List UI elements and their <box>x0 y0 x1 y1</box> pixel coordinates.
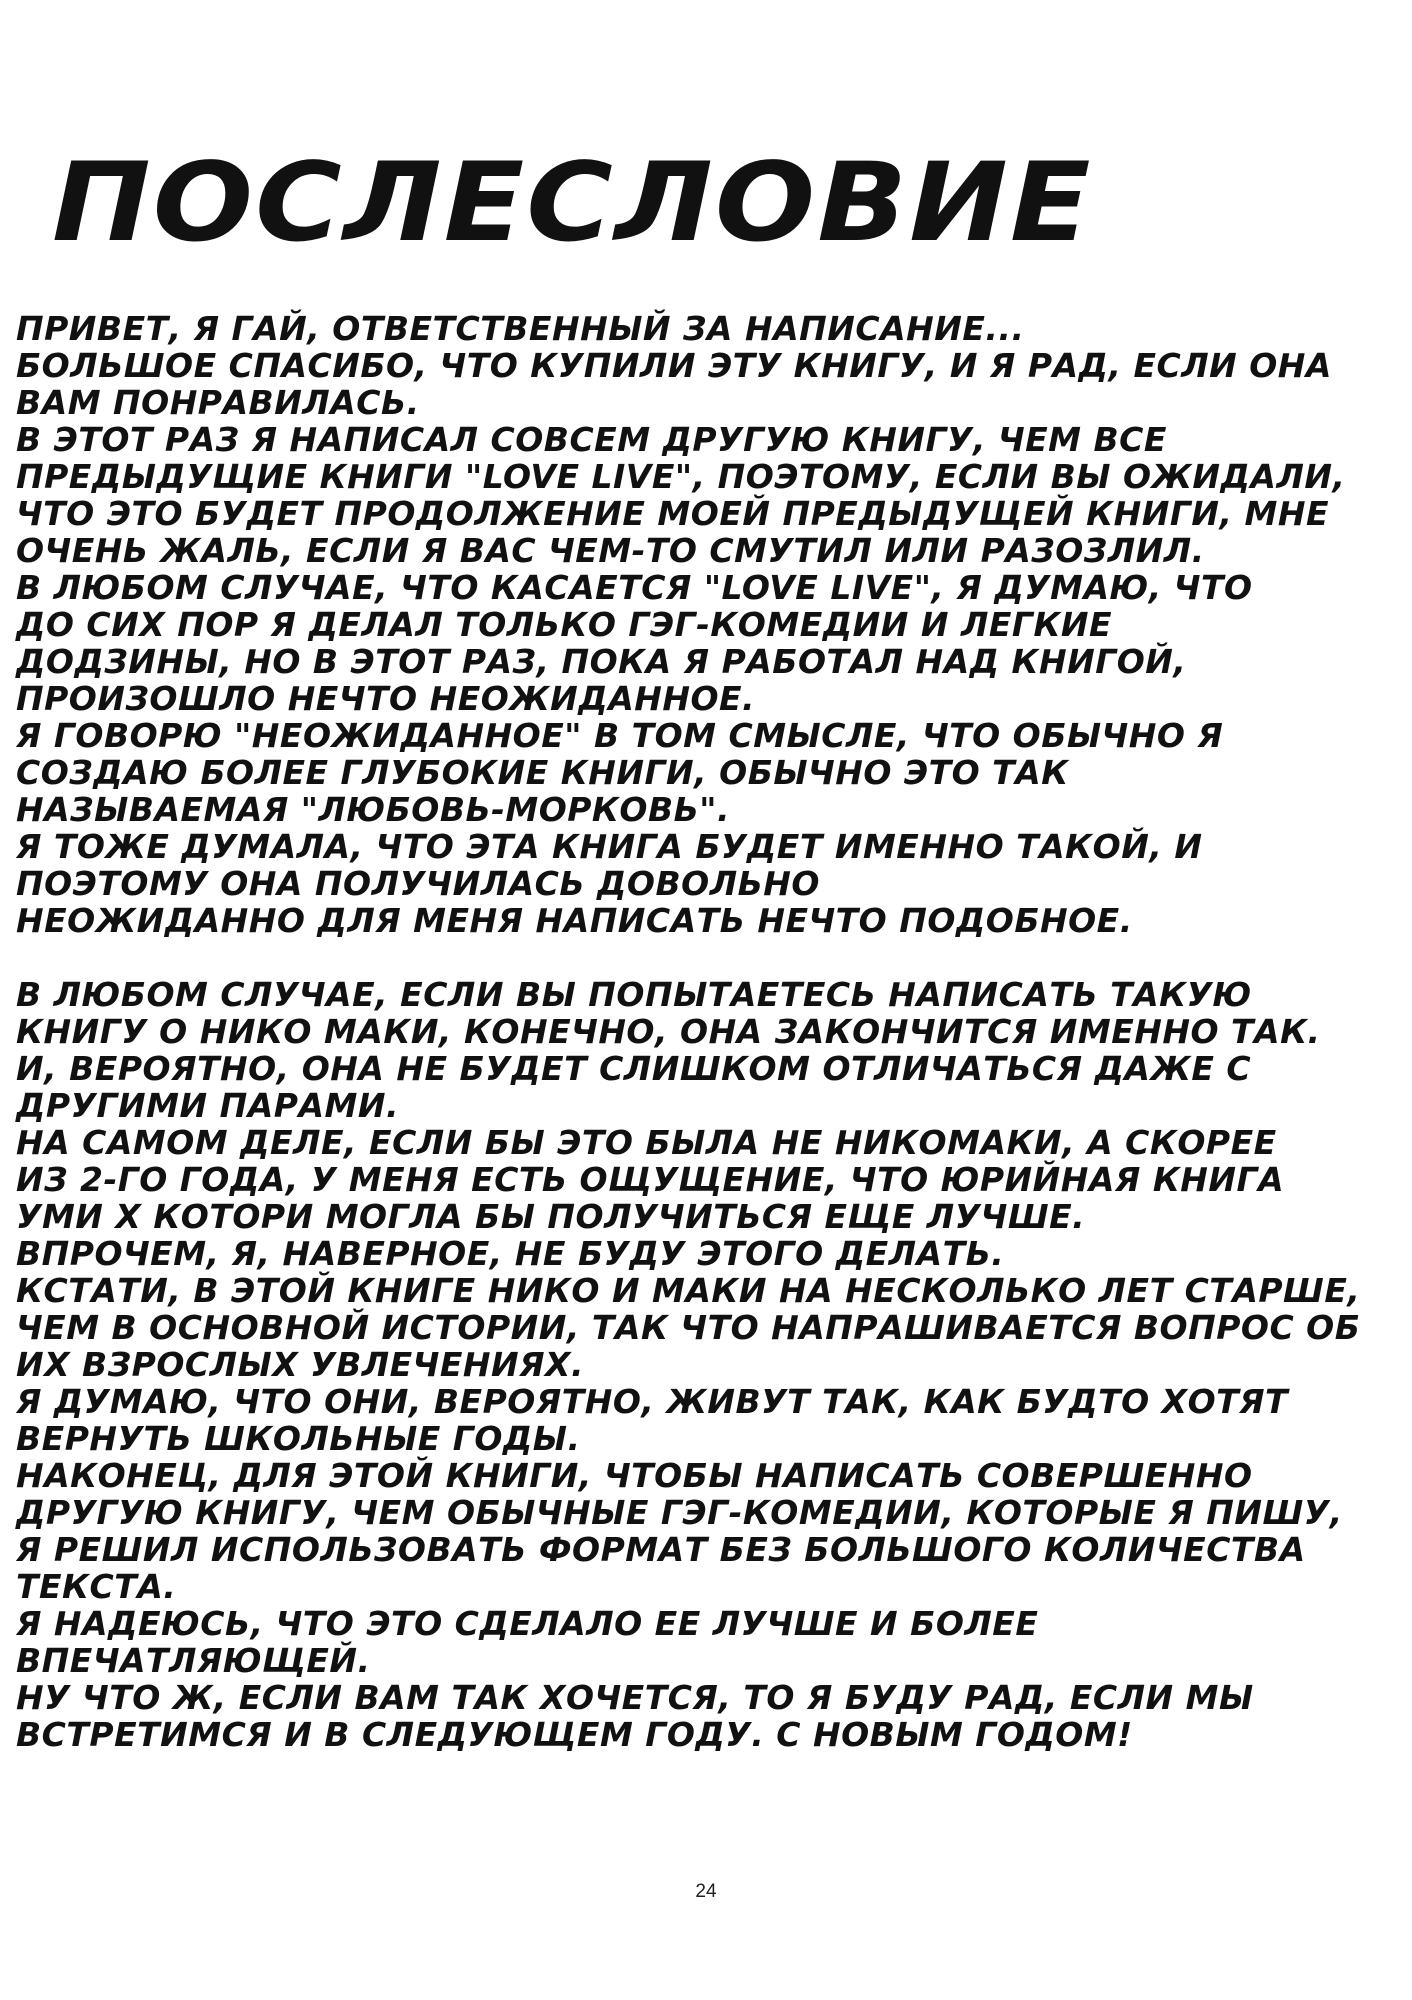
text-line: ОЧЕНЬ ЖАЛЬ, ЕСЛИ Я ВАС ЧЕМ-ТО СМУТИЛ ИЛИ РАЗОЗЛИЛ. <box>16 531 1205 570</box>
text-line: ВПРОЧЕМ, Я, НАВЕРНОЕ, НЕ БУДУ ЭТОГО ДЕЛАТЬ. <box>16 1234 1005 1273</box>
afterword-body <box>16 310 1396 1753</box>
text-line: КНИГУ О НИКО МАКИ, КОНЕЧНО, ОНА ЗАКОНЧИТСЯ ИМЕННО ТАК. <box>16 1012 1321 1051</box>
text-line: НУ ЧТО Ж, ЕСЛИ ВАМ ТАК ХОЧЕТСЯ, ТО Я БУДУ РАД, ЕСЛИ МЫ <box>16 1678 1254 1717</box>
text-line: Я ТОЖЕ ДУМАЛА, ЧТО ЭТА КНИГА БУДЕТ ИМЕННО ТАКОЙ, И <box>16 827 1203 866</box>
text-line: ТЕКСТА. <box>16 1567 177 1606</box>
text-line: ДРУГУЮ КНИГУ, ЧЕМ ОБЫЧНЫЕ ГЭГ-КОМЕДИИ, КОТОРЫЕ Я ПИШУ, <box>16 1493 1343 1532</box>
text-line: ДОДЗИНЫ, НО В ЭТОТ РАЗ, ПОКА Я РАБОТАЛ НАД КНИГОЙ, <box>16 642 1187 681</box>
text-line: ЧЕМ В ОСНОВНОЙ ИСТОРИИ, ТАК ЧТО НАПРАШИВАЕТСЯ ВОПРОС ОБ <box>16 1308 1361 1347</box>
text-line: ДО СИХ ПОР Я ДЕЛАЛ ТОЛЬКО ГЭГ-КОМЕДИИ И ЛЕГКИЕ <box>16 605 1113 644</box>
text-line: БОЛЬШОЕ СПАСИБО, ЧТО КУПИЛИ ЭТУ КНИГУ, И Я РАД, ЕСЛИ ОНА <box>16 346 1332 385</box>
paragraph-1 <box>16 310 1396 939</box>
text-line: ПРОИЗОШЛО НЕЧТО НЕОЖИДАННОЕ. <box>16 679 756 718</box>
text-line: ВСТРЕТИМСЯ И В СЛЕДУЮЩЕМ ГОДУ. С НОВЫМ ГОДОМ! <box>16 1715 1133 1754</box>
text-line: В ЭТОТ РАЗ Я НАПИСАЛ СОВСЕМ ДРУГУЮ КНИГУ, ЧЕМ ВСЕ <box>16 420 1167 459</box>
text-line: Я ДУМАЮ, ЧТО ОНИ, ВЕРОЯТНО, ЖИВУТ ТАК, КАК БУДТО ХОТЯТ <box>16 1382 1289 1421</box>
text-line: ЧТО ЭТО БУДЕТ ПРОДОЛЖЕНИЕ МОЕЙ ПРЕДЫДУЩЕЙ КНИГИ, МНЕ <box>16 494 1330 533</box>
text-line: ПРИВЕТ, Я ГАЙ, ОТВЕТСТВЕННЫЙ ЗА НАПИСАНИЕ... <box>16 309 1025 348</box>
paragraph-2 <box>16 976 1396 1753</box>
text-line: УМИ Х КОТОРИ МОГЛА БЫ ПОЛУЧИТЬСЯ ЕЩЕ ЛУЧШЕ. <box>16 1197 1086 1236</box>
text-line: ПРЕДЫДУЩИЕ КНИГИ "LOVE LIVE", ПОЭТОМУ, ЕСЛИ ВЫ ОЖИДАЛИ, <box>16 457 1346 496</box>
text-line: И, ВЕРОЯТНО, ОНА НЕ БУДЕТ СЛИШКОМ ОТЛИЧАТЬСЯ ДАЖЕ С <box>16 1049 1252 1088</box>
text-line: ВЕРНУТЬ ШКОЛЬНЫЕ ГОДЫ. <box>16 1419 581 1458</box>
text-line: ДРУГИМИ ПАРАМИ. <box>16 1086 399 1125</box>
text-line: Я НАДЕЮСЬ, ЧТО ЭТО СДЕЛАЛО ЕЕ ЛУЧШЕ И БОЛЕЕ <box>16 1604 1039 1643</box>
text-line: НАЗЫВАЕМАЯ "ЛЮБОВЬ-МОРКОВЬ". <box>16 790 730 829</box>
text-line: В ЛЮБОМ СЛУЧАЕ, ЧТО КАСАЕТСЯ "LOVE LIVE", Я ДУМАЮ, ЧТО <box>16 568 1253 607</box>
text-line: Я ГОВОРЮ "НЕОЖИДАННОЕ" В ТОМ СМЫСЛЕ, ЧТО ОБЫЧНО Я <box>16 716 1224 755</box>
text-line: ПОЭТОМУ ОНА ПОЛУЧИЛАСЬ ДОВОЛЬНО <box>16 864 820 903</box>
page-title: ПОСЛЕСЛОВИЕ <box>52 138 1093 266</box>
text-line: В ЛЮБОМ СЛУЧАЕ, ЕСЛИ ВЫ ПОПЫТАЕТЕСЬ НАПИСАТЬ ТАКУЮ <box>16 975 1252 1014</box>
text-line: ИХ ВЗРОСЛЫХ УВЛЕЧЕНИЯХ. <box>16 1345 585 1384</box>
text-line: КСТАТИ, В ЭТОЙ КНИГЕ НИКО И МАКИ НА НЕСКОЛЬКО ЛЕТ СТАРШЕ, <box>16 1271 1361 1310</box>
text-line: НЕОЖИДАННО ДЛЯ МЕНЯ НАПИСАТЬ НЕЧТО ПОДОБНОЕ. <box>16 901 1133 940</box>
text-line: СОЗДАЮ БОЛЕЕ ГЛУБОКИЕ КНИГИ, ОБЫЧНО ЭТО ТАК <box>16 753 1069 792</box>
text-line: ВПЕЧАТЛЯЮЩЕЙ. <box>16 1641 371 1680</box>
text-line: ИЗ 2-ГО ГОДА, У МЕНЯ ЕСТЬ ОЩУЩЕНИЕ, ЧТО ЮРИЙНАЯ КНИГА <box>16 1160 1285 1199</box>
text-line: НАКОНЕЦ, ДЛЯ ЭТОЙ КНИГИ, ЧТОБЫ НАПИСАТЬ СОВЕРШЕННО <box>16 1456 1253 1495</box>
text-line: ВАМ ПОНРАВИЛАСЬ. <box>16 383 420 422</box>
page-number: 24 <box>695 1881 717 1902</box>
text-line: НА САМОМ ДЕЛЕ, ЕСЛИ БЫ ЭТО БЫЛА НЕ НИКОМАКИ, А СКОРЕЕ <box>16 1123 1277 1162</box>
text-line: Я РЕШИЛ ИСПОЛЬЗОВАТЬ ФОРМАТ БЕЗ БОЛЬШОГО КОЛИЧЕСТВА <box>16 1530 1306 1569</box>
paragraph-gap <box>16 939 1396 976</box>
